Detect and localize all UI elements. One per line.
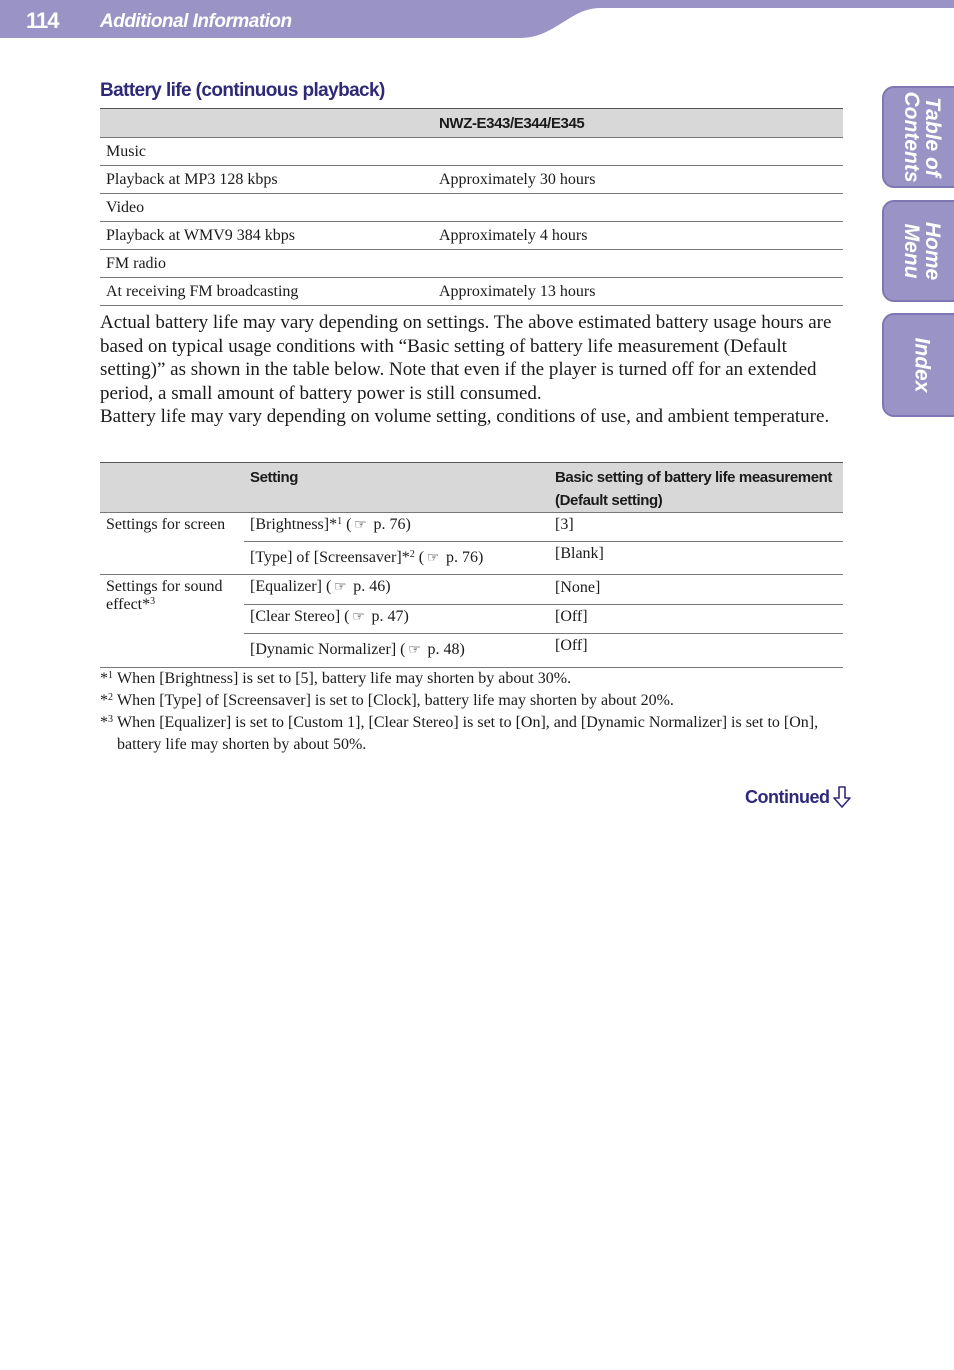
footnote	[100, 690, 845, 712]
row-value: Approximately 30 hours	[433, 166, 843, 194]
setting-value: [None]	[549, 575, 843, 605]
table-header-model: NWZ-E343/E344/E345	[433, 109, 843, 138]
setting-value: [3]	[549, 513, 843, 542]
row-label: Video	[100, 194, 433, 222]
footnote-text: When [Equalizer] is set to [Custom 1], [Clear Stereo] is set to [On], and [Dynamic Normalizer] is set to [On], battery life may shorten by about 50%.	[117, 714, 819, 753]
continued-link[interactable]	[745, 786, 851, 808]
setting-value: [Blank]	[549, 542, 843, 575]
section-heading: Battery life (continuous playback)	[100, 80, 385, 101]
setting-name: [Equalizer] ( ☞ p. 46)	[244, 575, 549, 605]
table-header-setting: Setting	[244, 463, 549, 513]
table-header-empty	[100, 109, 433, 138]
paragraph-2: Battery life may vary depending on volume setting, conditions of use, and ambient temperature.	[100, 406, 830, 428]
footnotes	[100, 668, 845, 756]
footnote-mark: *$^1$	[100, 670, 113, 687]
footnote-text: When [Type] of [Screensaver] is set to [Clock], battery life may shorten by about 20%.	[117, 692, 674, 709]
settings-table	[100, 462, 843, 668]
footnote-mark: *$^2$	[100, 692, 113, 709]
row-label: Playback at WMV9 384 kbps	[100, 222, 433, 250]
footnote	[100, 668, 845, 690]
page-reference-icon: ☞	[352, 610, 365, 625]
table-row	[100, 278, 843, 306]
page-reference-icon: ☞	[354, 518, 367, 533]
tab-table-of-contents[interactable]	[882, 86, 954, 188]
page-reference-icon: ☞	[408, 643, 421, 658]
footnote-text: When [Brightness] is set to [5], battery life may shorten by about 30%.	[117, 670, 572, 687]
page-reference-icon: ☞	[426, 551, 440, 566]
setting-value: [Off]	[549, 634, 843, 668]
page-reference-icon: ☞	[334, 580, 347, 595]
tab-home-menu[interactable]	[882, 200, 954, 302]
row-label: At receiving FM broadcasting	[100, 278, 433, 306]
table-row	[100, 166, 843, 194]
battery-life-table	[100, 108, 843, 306]
table-header-default: Basic setting of battery life measurement (Default setting)	[549, 463, 843, 513]
row-value	[433, 138, 843, 166]
setting-name: [Type] of [Screensaver]*$^2$ ( ☞ p. 76)	[244, 542, 549, 575]
tab-home-menu-label: Home Menu	[900, 221, 944, 281]
group-label-screen: Settings for screen	[100, 513, 244, 575]
arrow-down-icon	[833, 786, 851, 808]
row-value: Approximately 4 hours	[433, 222, 843, 250]
row-value	[433, 194, 843, 222]
tab-index-label: Index	[910, 337, 934, 393]
table-row	[100, 194, 843, 222]
table-header-empty	[100, 463, 244, 513]
footnote	[100, 712, 845, 756]
table-row	[100, 250, 843, 278]
setting-name: [Clear Stereo] ( ☞ p. 47)	[244, 605, 549, 634]
row-value: Approximately 13 hours	[433, 278, 843, 306]
row-value	[433, 250, 843, 278]
section-title: Additional Information	[100, 11, 292, 32]
continued-label: Continued	[745, 786, 830, 807]
body-paragraph	[100, 311, 850, 429]
table-header-row	[100, 109, 843, 138]
paragraph-1: Actual battery life may vary depending on settings. The above estimated battery usage hours are based on typical usage conditions with “Basic setting of battery life measurement (Default setting)” as shown in the table below. Note that even if the player is turned off for an extended period, a small amount of battery power is still consumed.	[100, 312, 832, 404]
row-label: FM radio	[100, 250, 433, 278]
row-label: Music	[100, 138, 433, 166]
table-header-row	[100, 463, 843, 513]
setting-name: [Brightness]*$^1$ ( ☞ p. 76)	[244, 513, 549, 542]
table-row	[100, 138, 843, 166]
tab-index[interactable]	[882, 313, 954, 417]
page-number: 114	[26, 8, 59, 33]
group-label-sound: Settings for sound effect*$^3$	[100, 575, 244, 668]
table-row	[100, 513, 843, 542]
row-label: Playback at MP3 128 kbps	[100, 166, 433, 194]
setting-name: [Dynamic Normalizer] ( ☞ p. 48)	[244, 634, 549, 668]
footnote-mark: *$^3$	[100, 714, 113, 731]
table-row	[100, 575, 843, 605]
tab-table-of-contents-label: Table of Contents	[900, 91, 944, 183]
setting-value: [Off]	[549, 605, 843, 634]
table-row	[100, 222, 843, 250]
